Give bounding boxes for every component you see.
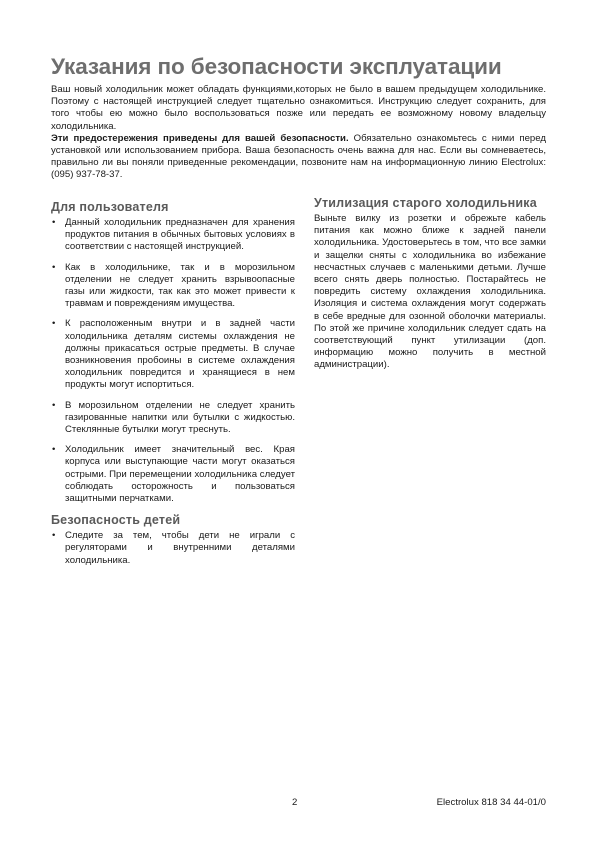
safety-paragraph <box>51 133 546 182</box>
disposal-section-heading: Утилизация старого холодильника <box>314 196 537 210</box>
list-item <box>51 262 295 311</box>
list-item-text: Следите за тем, чтобы дети не играли с регуляторами и внутренними деталями холодильника. <box>65 530 295 566</box>
list-item-text: Как в холодильнике, так и в морозильном отделении не следует хранить взрывоопасные газы или жидкости, так как это может привести к травмам и повреждениям имущества. <box>65 261 295 310</box>
bullet-icon: • <box>52 261 56 273</box>
bullet-icon: • <box>52 318 56 330</box>
bullet-icon: • <box>52 444 56 456</box>
list-item <box>51 318 295 391</box>
user-section-heading: Для пользователя <box>51 200 169 214</box>
bullet-icon: • <box>52 217 56 228</box>
children-bullet-list <box>51 530 295 567</box>
intro-block <box>51 84 546 182</box>
intro-paragraph: Ваш новый холодильник может обладать функциями,которых не было в вашем предыдущем холодильнике. Поэтому с настоящей инструкцией следует тщательно ознакомиться. Инструкцию следует сохранить, для того чтобы ею можно было воспользоваться позже или передать ее возможному новому владельцу холодильника. <box>51 84 546 132</box>
disposal-text: Выньте вилку из розетки и обрежьте кабель питания как можно ближе к задней панели холодильника. Удостоверьтесь в том, что все замки и защелки сняты с холодильника во избежание несчастных случаев с маленькими детьми. Лучше всего снять дверь полностью. Постарайтесь не повредить систему охлаждения холодильника. Изоляция и система охлаждения могут содержать в себе вредные для озонной оболочки материалы. По этой же причине холодильник следует сдать на соответствующий пункт утилизации (доп. информацию можно получить в местной администрации). <box>314 213 546 371</box>
list-item-text: Холодильник имеет значительный вес. Края корпуса или выступающие части могут оказаться острыми. При перемещении холодильника следует соблюдать осторожность и пользоваться защитными перчатками. <box>65 444 295 505</box>
list-item-text: К расположенным внутри и в задней части холодильника деталям системы охлаждения не должны прикасаться острые предметы. В случае возникновения пробоины в системе охлаждения холодильник повредится и хранящиеся в нем продукты могут испортиться. <box>65 318 295 391</box>
children-section <box>51 513 295 567</box>
right-column <box>314 196 546 372</box>
bullet-icon: • <box>52 399 56 411</box>
list-item <box>51 444 295 505</box>
list-item <box>51 400 295 437</box>
document-id: Electrolux 818 34 44-01/0 <box>436 797 546 808</box>
safety-emphasis: Эти предостережения приведены для вашей безопасности. <box>51 132 349 144</box>
page-number: 2 <box>292 797 298 808</box>
bullet-icon: • <box>52 530 56 542</box>
safety-text: Обязательно ознакомьтесь с ними перед установкой или использованием прибора. Ваша безопасность очень важна для нас. Если вы сомневаетесь, правильно ли вы поняли приведенные рекомендации, позвоните нам на информационную линию Electrolux: (095) 937-78-37. <box>51 132 546 181</box>
left-column <box>51 196 295 575</box>
page-title: Указания по безопасности эксплуатации <box>51 54 502 79</box>
list-item <box>51 530 295 567</box>
list-item <box>51 217 295 254</box>
user-bullet-list <box>51 217 295 505</box>
list-item-text: В морозильном отделении не следует хранить газированные напитки или бутылки с жидкостью. Стеклянные бутылки могут треснуть. <box>65 399 295 436</box>
children-section-heading: Безопасность детей <box>51 513 181 528</box>
list-item-text: Данный холодильник предназначен для хранения продуктов питания в обычных бытовых условиях в соответствии с настоящей инструкцией. <box>65 217 295 253</box>
